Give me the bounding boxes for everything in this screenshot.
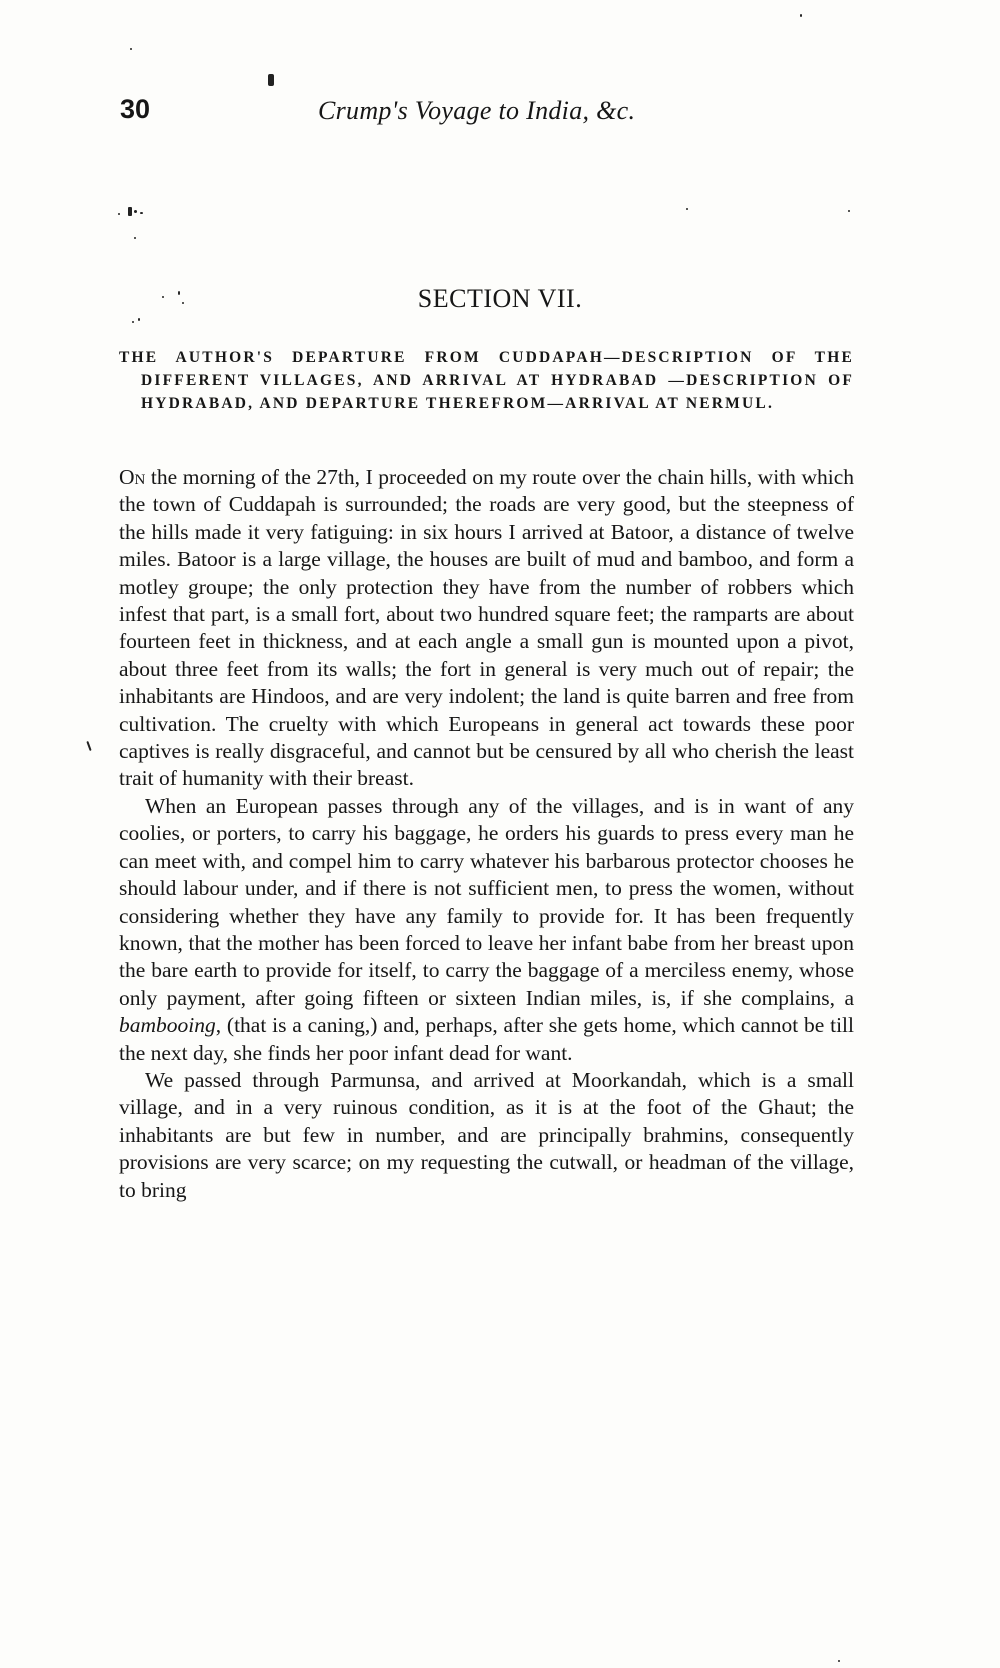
speck [132,321,134,323]
speck [86,741,91,751]
section-title: SECTION VII. [417,284,583,313]
section-summary: THE AUTHOR'S DEPARTURE FROM CUDDAPAH—DESCRIPTION OF THE DIFFERENT VILLAGES, AND ARRIVAL AT HYDRABAD —DESCRIPTION OF HYDRABAD, AND DEPARTURE THEREFROM—ARRIVAL AT NERMUL. [119,349,854,412]
speck [268,74,274,86]
page-number: 30 [120,94,151,124]
speck [138,318,140,321]
speck [130,48,132,50]
paragraph-1-lead: On [119,465,146,489]
speck [178,291,180,295]
speck [118,213,120,215]
running-title: Crump's Voyage to India, &c. [318,96,636,125]
speck [838,1660,840,1662]
paragraph-2-text-start: When an European passes through any of the villages, and is in want of any coolies, or porters, to carry his baggage, he orders his guards to press every man he can meet with, and compel him to carry whatever his barbarous protector chooses he should labour under, and if there is not sufficient men, to press the women, without considering whether they have any family to provide for. It has been frequently known, that the mother has been forced to leave her infant babe from her breast upon the bare earth to provide for itself, to carry the baggage of a merciless enemy, whose only payment, after going fifteen or sixteen Indian miles, is, if she complains, a [119,793,854,1010]
paragraph-1-text: the morning of the 27th, I proceeded on my route over the chain hills, with which the town of Cuddapah is surrounded; the roads are very good, but the steepness of the hills made it very fatiguing: in six hours I arrived at Batoor, a distance of twelve miles. Batoor is a large village, the houses are built of mud and bamboo, and form a motley groupe; the only protection they have from the number of robbers which infest that part, is a small fort, about two hundred square feet; the ramparts are about fourteen feet in thickness, and at each angle a small gun is mounted upon a pivot, about three feet from its walls; the fort in general is very much out of repair; the inhabitants are Hindoos, and are very indolent; the land is quite barren and free from cultivation. The cruelty with which Europeans in general act towards these poor captives is really disgraceful, and cannot but be censured by all who cherish the least trait of humanity with their breast. [119,465,854,791]
speck [686,208,688,210]
paragraph-2-italic: bambooing [119,1013,216,1038]
speck [128,207,132,216]
paragraph-3 [119,1067,854,1204]
speck [140,212,143,214]
speck [182,302,184,304]
paragraph-2 [119,793,854,1067]
speck [800,14,802,17]
paragraph-3-text: We passed through Parmunsa, and arrived at Moorkandah, which is a small village, and in a very ruinous condition, as it is at the foot of the Ghaut; the inhabitants are but few in number, and are principally brahmins, consequently provisions are very scarce; on my requesting the cutwall, or headman of the village, to bring [119,1067,854,1202]
paragraph-2-text-end: , (that is a caning,) and, perhaps, after she gets home, which cannot be till the next day, she finds her poor infant dead for want. [119,1013,854,1065]
speck [134,237,136,239]
speck [134,210,137,213]
speck [848,210,850,212]
paragraph-1 [119,464,854,793]
body-text [119,464,854,1204]
speck [162,296,164,298]
